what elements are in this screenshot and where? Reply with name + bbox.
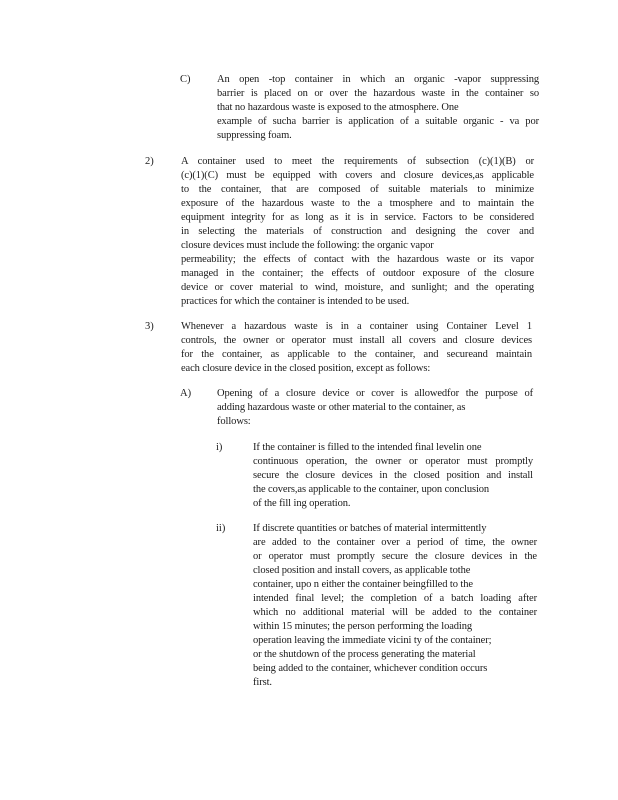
text-line: (c)(1)(C) must be equipped with covers and closure devices,as applicable [181,170,534,181]
item-label: C) [180,74,191,85]
text-line: barrier is placed on or over the hazardous waste in the container so [217,88,539,99]
text-line: are added to the container over a period of time, the owner [253,537,537,548]
item-label: 3) [145,321,154,332]
text-line: Opening of a closure device or cover is allowedfor the purpose of [217,388,533,399]
text-line: first. [253,677,272,688]
item-label: i) [216,442,223,453]
text-line: closed position and install covers, as applicable tothe [253,565,471,576]
text-line: being added to the container, whichever condition occurs [253,663,488,674]
item-label: 2) [145,156,154,167]
text-line: continuous operation, the owner or operator must promptly [253,456,533,467]
text-line: managed in the container; the effects of outdoor exposure of the closure [181,268,534,279]
text-line: If the container is filled to the intended final levelin one [253,442,482,453]
text-line: practices for which the container is intended to be used. [181,296,410,307]
item-label: ii) [216,523,226,534]
text-line: which no additional material will be added to the container [253,607,537,618]
item-text [181,320,532,376]
text-line: permeability; the effects of contact with the hazardous waste or its vapor [181,254,534,265]
text-line: equipment integrity for as long as it is in service. Factors to be considered [181,212,534,223]
text-line: example of sucha barrier is application of a suitable organic - va por [217,116,539,127]
text-line: or operator must promptly secure the closure devices in the [253,551,537,562]
text-line: If discrete quantities or batches of material intermittently [253,523,487,534]
item-label: A) [180,388,192,399]
text-line: within 15 minutes; the person performing the loading [253,621,473,632]
text-line: An open -top container in which an organic -vapor suppressing [217,74,539,85]
text-line: operation leaving the immediate vicini ty of the container; [253,635,492,646]
text-line: for the container, as applicable to the container, and secureand maintain [181,349,532,360]
text-line: secure the closure devices in the closed position and install [253,470,533,481]
item-text [181,155,534,309]
text-line: or the shutdown of the process generating the material [253,649,476,660]
text-line: the covers,as applicable to the container, upon conclusion [253,484,490,495]
text-line: each closure device in the closed position, except as follows: [181,363,431,374]
text-line: that no hazardous waste is exposed to the atmosphere. One [217,102,459,113]
text-line: adding hazardous waste or other material to the container, as [217,402,466,413]
item-text [253,522,537,690]
text-line: follows: [217,416,251,427]
text-line: controls, the owner or operator must install all covers and closure devices [181,335,532,346]
text-line: suppressing foam. [217,130,292,141]
text-line: exposure of the hazardous waste to the a tmosphere and to maintain the [181,198,534,209]
text-line: in selecting the materials of construction and designing the cover and [181,226,534,237]
text-line: container, upo n either the container beingfilled to the [253,579,473,590]
text-line: A container used to meet the requirements of subsection (c)(1)(B) or [181,156,534,167]
item-text [217,387,533,429]
text-line: of the fill ing operation. [253,498,351,509]
text-line: intended final level; the completion of a batch loading after [253,593,537,604]
text-line: device or cover material to wind, moisture, and sunlight; and the operating [181,282,534,293]
text-line: to the container, that are composed of suitable materials to minimize [181,184,534,195]
text-line: Whenever a hazardous waste is in a container using Container Level 1 [181,321,532,332]
item-text [253,441,533,511]
item-text [217,73,539,143]
text-line: closure devices must include the following: the organic vapor [181,240,434,251]
